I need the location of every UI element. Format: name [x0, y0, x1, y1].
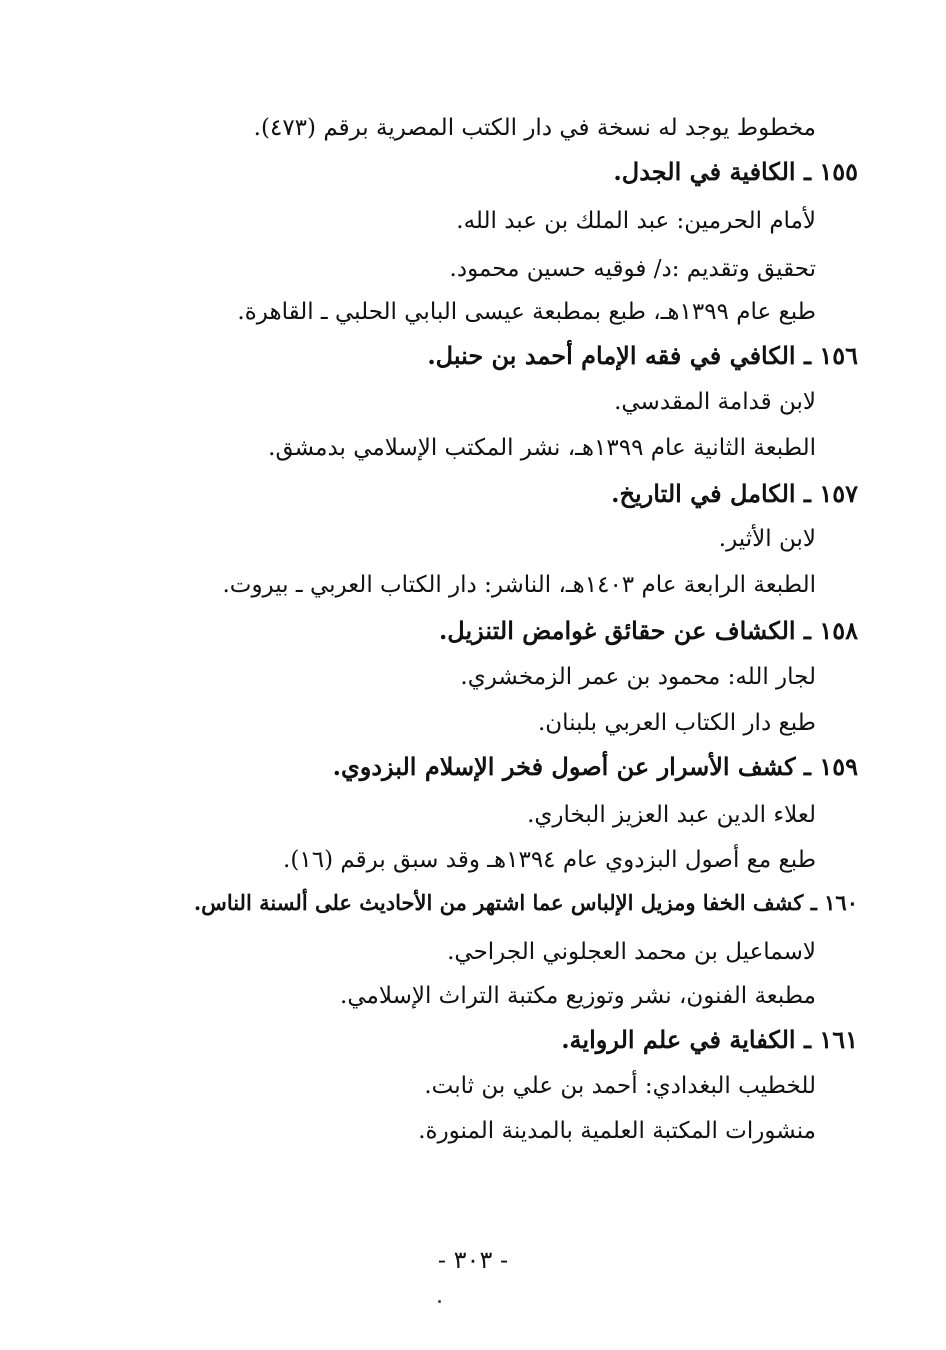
- entry-heading-155: ١٥٥ ـ الكافية في الجدل.: [613, 157, 858, 186]
- text-line: لأمام الحرمين: عبد الملك بن عبد الله.: [456, 208, 816, 234]
- scan-speck: [438, 1300, 441, 1303]
- text-line: طبع عام ١٣٩٩هـ، طبع بمطبعة عيسى البابي الحلبي ـ القاهرة.: [237, 299, 816, 325]
- text-line: منشورات المكتبة العلمية بالمدينة المنورة.: [418, 1118, 816, 1144]
- entry-heading-156: ١٥٦ ـ الكافي في فقه الإمام أحمد بن حنبل.: [427, 341, 858, 370]
- text-line: الطبعة الثانية عام ١٣٩٩هـ، نشر المكتب الإسلامي بدمشق.: [268, 435, 816, 461]
- text-line: مطبعة الفنون، نشر وتوزيع مكتبة التراث الإسلامي.: [340, 983, 816, 1009]
- text-line: لابن الأثير.: [718, 526, 816, 552]
- entry-heading-160: ١٦٠ ـ كشف الخفا ومزيل الإلباس عما اشتهر من الأحاديث على ألسنة الناس.: [193, 890, 858, 915]
- text-line: لاسماعيل بن محمد العجلوني الجراحي.: [447, 939, 816, 965]
- text-line: الطبعة الرابعة عام ١٤٠٣هـ، الناشر: دار الكتاب العربي ـ بيروت.: [222, 572, 816, 598]
- page-number: - ٣٠٣ -: [437, 1246, 509, 1274]
- entry-heading-159: ١٥٩ ـ كشف الأسرار عن أصول فخر الإسلام البزدوي.: [332, 752, 858, 781]
- text-line: لعلاء الدين عبد العزيز البخاري.: [527, 802, 816, 828]
- text-line: لجار الله: محمود بن عمر الزمخشري.: [460, 664, 816, 690]
- text-line: تحقيق وتقديم :د/ فوقيه حسين محمود.: [449, 256, 816, 282]
- text-line: طبع دار الكتاب العربي بلبنان.: [537, 710, 816, 736]
- entry-heading-161: ١٦١ ـ الكفاية في علم الرواية.: [561, 1025, 858, 1054]
- text-line: طبع مع أصول البزدوي عام ١٣٩٤هـ وقد سبق برقم (١٦).: [283, 847, 816, 873]
- entry-heading-157: ١٥٧ ـ الكامل في التاريخ.: [611, 479, 858, 508]
- text-line: للخطيب البغدادي: أحمد بن علي بن ثابت.: [424, 1073, 816, 1099]
- entry-heading-158: ١٥٨ ـ الكشاف عن حقائق غوامض التنزيل.: [438, 616, 858, 645]
- text-line: مخطوط يوجد له نسخة في دار الكتب المصرية برقم (٤٧٣).: [253, 115, 816, 141]
- text-line: لابن قدامة المقدسي.: [614, 389, 816, 415]
